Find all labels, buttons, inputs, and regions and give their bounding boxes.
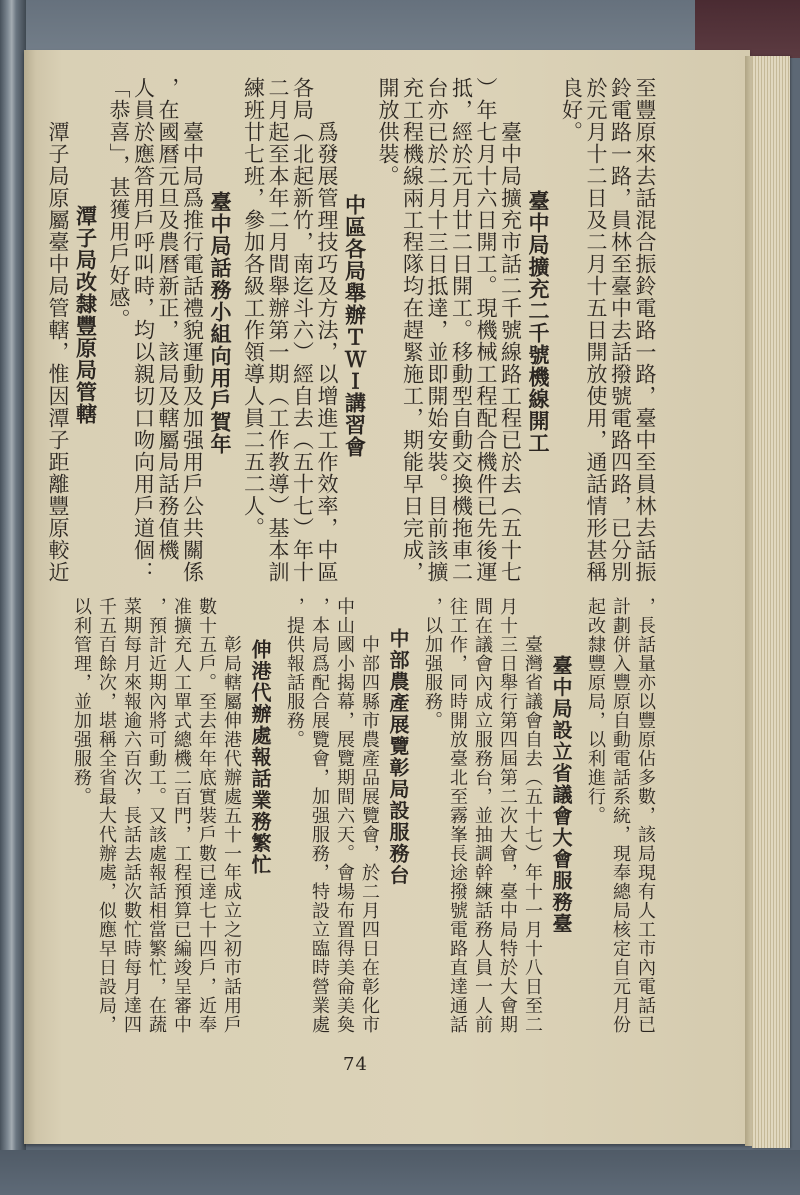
page-number: 74 — [343, 1054, 368, 1075]
continued-text-column: 計劃併入豐原自動電話系統，現奉總局核定自元月份 — [610, 597, 631, 1034]
text-column: 彰局轄屬伸港代辦處五十一年成立之初市話用戶 — [221, 635, 242, 1034]
text-column: 練班廿七班，參加各級工作領導人員二五二人。 — [241, 77, 266, 539]
text-column: 月十三日舉行第四屆第二次大會，臺中局特於大會期 — [497, 597, 518, 1034]
text-column: 臺中局爲推行電話禮貌運動及加强用戶公共關係 — [180, 121, 205, 583]
background-top — [0, 0, 800, 54]
text-column: 臺中局擴充市話二千號線路工程已於去（五十七 — [498, 121, 523, 583]
continued-text-column: 起改隸豐原局，以利進行。 — [585, 597, 606, 825]
article — [420, 597, 573, 1043]
text-column: 以利管理，並加强服務。 — [71, 597, 92, 806]
continued-text-column: 鈴電路一路，員林至臺中去話撥號電路四路，已分別 — [608, 77, 633, 583]
article — [107, 77, 233, 595]
article — [69, 597, 272, 1043]
text-column: 准擴充人工單式總機二百門，工程預算已編竣呈審中 — [171, 597, 192, 1034]
book-binding — [0, 0, 26, 1195]
text-column: ，提供報話服務。 — [284, 597, 305, 749]
text-column: 開放供裝。 — [376, 77, 400, 187]
text-column: 菜期每月來報逾六百次，長話去話次數忙時每月達四 — [121, 597, 142, 1034]
continued-text-column: ，長話量亦以豐原佔多數，該局現有人工市內電話已 — [635, 597, 656, 1034]
text-column: 充工程機線兩工程隊均在趕緊施工，期能早日完成， — [400, 77, 425, 583]
article-heading: 中部農產展覽彰局設服務台 — [386, 628, 410, 886]
text-column: ，本局爲配合展覽會，加强服務，特設立臨時營業處 — [309, 597, 330, 1034]
text-column: 各局（北起新竹，南迄斗六）經自去（五十七）年十 — [290, 77, 315, 583]
article — [282, 597, 410, 1043]
article-heading: 伸港代辦處報話業務繁忙 — [248, 639, 272, 876]
text-column: 二月起至本年二月間舉辦第一期（工作教導）基本訓 — [266, 77, 290, 583]
article — [46, 77, 98, 595]
text-column: 數十五戶。至去年年底實裝戶數已達七十四戶，近奉 — [196, 597, 217, 1034]
article — [241, 77, 367, 595]
lower-text-block — [69, 597, 658, 1043]
text-column: 臺灣省議會自去（五十七）年十一月十八日至二 — [522, 635, 543, 1034]
continued-text-column: 良好。 — [559, 77, 584, 143]
text-column: 往工作，同時開放臺北至霧峯長途撥號電路直達通話 — [447, 597, 468, 1034]
background-bottom — [0, 1150, 800, 1195]
article-heading: 臺中局話務小組向用戶賀年 — [208, 191, 233, 455]
upper-text-block — [46, 77, 658, 595]
article — [376, 77, 551, 595]
text-column: 人員於應答用戶呼叫時，均以親切口吻向用戶道個： — [131, 77, 156, 583]
text-column: ）年七月十六日開工。現機械工程配合機件已先後運 — [474, 77, 498, 583]
continued-text-column: 於元月十二日及二月十五日開放使用，通話情形甚稱 — [584, 77, 608, 583]
text-column: ，預計近期內將可動工。又該處報話相當繁忙，在蔬 — [146, 597, 167, 1034]
text-column: ，在國曆元旦及農曆新正，該局及轄屬局話務值機 — [156, 77, 180, 561]
article-heading: 潭子局改隸豐原局管轄 — [73, 205, 99, 425]
text-column: 中山國小揭幕，展覽期間六天。會場布置得美侖美奐 — [334, 597, 355, 1034]
continued-text-column: 至豐原來去話混合振鈴電路一路，臺中至員林去話振 — [633, 77, 657, 583]
text-column: 中部四縣市農產品展覽會，於二月四日在彰化市 — [359, 635, 380, 1034]
text-column: 間在議會內成立服務台，並抽調幹練話務人員一人前 — [472, 597, 493, 1034]
text-column: 抵，經於元月廿二日開工。移動型自動交換機拖車二 — [449, 77, 474, 583]
article-heading: 臺中局設立省議會大會服務臺 — [549, 655, 573, 935]
text-column: 台亦已於二月十三日抵達，並即開始安裝。目前該擴 — [425, 77, 449, 583]
article-heading: 臺中局擴充二千號機線開工 — [526, 190, 551, 454]
text-column: 千五百餘次，堪稱全省最大代辦處，似應早日設局， — [96, 597, 117, 1034]
page-edge-shadow — [745, 56, 752, 1146]
article-heading: 中區各局舉辦ＴＷＩ講習會 — [342, 194, 368, 458]
page-stack-edges — [752, 56, 790, 1148]
text-column: 潭子局原屬臺中局管轄，惟因潭子距離豐原較近 — [46, 121, 70, 583]
text-column: 「恭喜」，甚獲用戶好感。 — [107, 77, 131, 331]
text-column: 爲發展管理技巧及方法，以增進工作效率，中區 — [315, 121, 339, 583]
text-column: ，以加强服務。 — [422, 597, 443, 730]
